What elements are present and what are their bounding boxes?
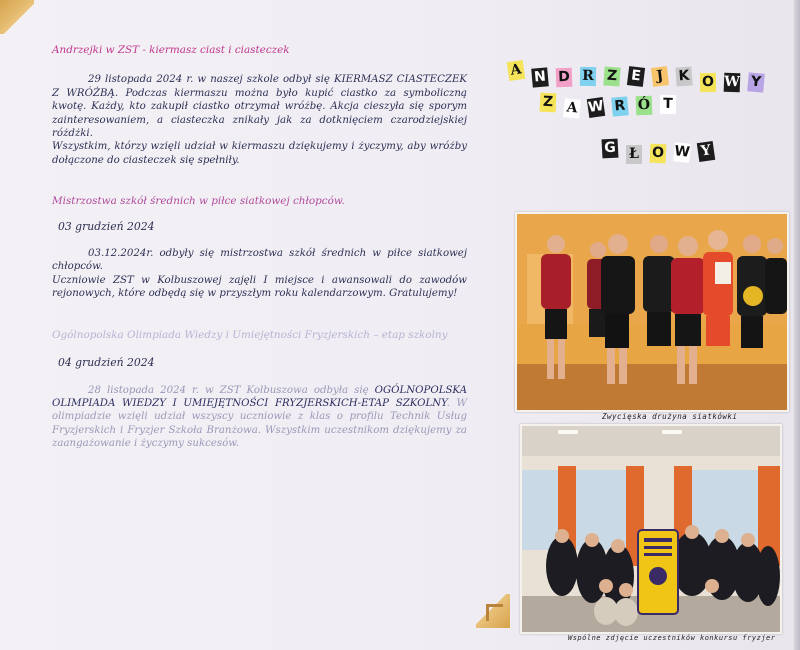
headline-letter: D (556, 67, 573, 87)
headline-letter: Ł (626, 145, 642, 164)
headline-letter: G (602, 139, 619, 159)
headline-letter: O (700, 73, 716, 92)
headline-letter: Y (747, 72, 765, 92)
team-photo (515, 212, 789, 412)
headline-letter: J (651, 66, 669, 87)
headline-letter: O (650, 144, 667, 164)
article-paragraph (52, 73, 467, 140)
article-paragraph: 03.12.2024r. odbyły się mistrzostwa szkół średnich w piłce siatkowej chłopców. (52, 248, 467, 273)
article-paragraph: Uczniowie ZST w Kolbuszowej zajęli I miejsce i awansowali do zawodów rejonowych, które odbędą się w przyszłym roku kalendarzowym. Gratulujemy! (52, 274, 467, 300)
article-paragraph (52, 384, 467, 451)
article-paragraph: Wszystkim, którzy wzięli udział w kiermaszu dziękujemy i życzymy, aby wróżby dołączone do ciasteczek się spełniły. (52, 141, 467, 166)
headline (500, 56, 790, 166)
headline-letter: Z (603, 67, 620, 87)
article-date: 03 grudzień 2024 (58, 219, 155, 233)
headline-letter: Z (540, 93, 557, 113)
headline-letter: Y (697, 141, 715, 162)
headline-letter: W (587, 97, 605, 118)
corner-ornament (0, 0, 34, 34)
headline-letter: A (563, 98, 581, 119)
headline-letter: R (580, 67, 596, 86)
paragraph-emphasis: OGÓLNOPOLSKA OLIMPIADA WIEDZY I UMIEJĘTNOŚCI FRYZJERSKICH-ETAP SZKOLNY (52, 384, 467, 409)
headline-letter: Ó (636, 96, 653, 116)
headline-letter: E (627, 66, 645, 87)
page-spine (794, 0, 800, 650)
paragraph-text: 29 listopada 2024 r. w naszej szkole odbył się (88, 74, 334, 86)
headline-letter: K (675, 66, 692, 86)
paragraph-text: . W olimpiadzie wzięli udział wszyscy uczniowie z klas o profilu Technik Usług Fryzjerskich i Fryzjer Szkoła Branżowa. Wszystkim uczestnikom dziękujemy za zaangażowanie i życzymy sukcesów. (52, 397, 467, 450)
team-photo-image (517, 214, 787, 410)
group-photo (520, 424, 782, 634)
headline-letter: N (531, 67, 549, 87)
headline-letter: W (724, 73, 741, 93)
group-photo-image (522, 426, 780, 632)
article-date: 04 grudzień 2024 (58, 356, 155, 370)
text-column (52, 44, 467, 451)
article-title: Andrzejki w ZST - kiermasz ciast i ciasteczek (52, 44, 290, 56)
paragraph-emphasis: KIERMASZ CIASTECZEK Z WRÓŻBĄ (52, 74, 467, 99)
photo-caption: Zwycięska drużyna siatkówki (602, 412, 738, 421)
headline-letter: A (507, 60, 525, 81)
headline-letter: T (660, 95, 676, 114)
photo-caption: Wspólne zdjęcie uczestników konkursu fryzjer (568, 634, 776, 642)
article-title: Mistrzostwa szkół średnich w piłce siatkowej chłopców. (52, 195, 345, 208)
article-title: Ogólnopolska Olimpiada Wiedzy i Umiejętności Fryzjerskich – etap szkolny (52, 328, 448, 341)
paragraph-text: 28 listopada 2024 r. w ZST Kolbuszowa odbyła się (88, 384, 375, 396)
headline-letter: W (673, 142, 691, 163)
headline-letter: R (611, 96, 629, 116)
corner-ornament (476, 594, 510, 628)
paragraph-text: . Podczas kiermaszu można było kupić ciastko za symboliczną kwotę. Każdy, kto zakupił ciastko otrzymał wróżbę. Akcja cieszyła się sporym zainteresowaniem, a ciasteczka znikały jak za dotknięciem czarodziejskiej różdżki. (52, 87, 467, 140)
